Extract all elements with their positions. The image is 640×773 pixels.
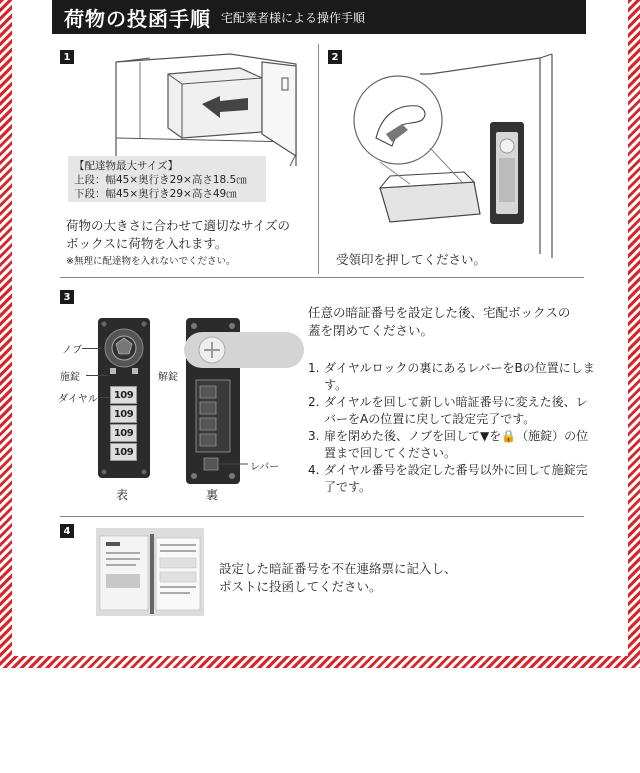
step3-badge: 3 [60,290,74,304]
step1-text-line2: ボックスに荷物を入れます。 [66,236,228,251]
instruction-number: 3. [308,429,320,443]
max-size-upper: 上段：幅45×奥行き29×高さ18.5㎝ [74,174,247,186]
step4-text-line2: ポストに投函してください。 [219,579,382,594]
step1-badge: 1 [60,50,74,64]
instruction-number: 4. [308,463,320,477]
dial-lock-back [186,318,306,484]
divider-1 [60,277,584,278]
caption-back: 裏 [206,488,219,502]
label-dial: ダイヤル [58,394,98,405]
dial-wheel-4: 109 [110,443,137,461]
label-unlock: 解錠 [158,372,178,383]
instruction-text: ダイヤル番号を設定した番号以外に回して施錠完了です。 [324,463,588,494]
leader-knob [82,348,102,349]
step2-badge: 2 [328,50,342,64]
stamp-illustration [340,54,580,264]
step4-text-line1: 設定した暗証番号を不在連絡票に記入し、 [219,561,457,576]
instruction-number: 1. [308,361,320,375]
dial-wheel-2: 109 [110,405,137,423]
step3-instructions [308,360,598,496]
instruction-number: 2. [308,395,320,409]
step1-text-line1: 荷物の大きさに合わせて適切なサイズの [66,218,291,233]
instruction-item [308,394,598,428]
step4-badge: 4 [60,524,74,538]
caption-front: 表 [116,488,129,502]
locker-illustration [110,48,300,168]
leader-lock [86,375,108,376]
instruction-item [308,360,598,394]
max-size-lower: 下段：幅45×奥行き29×高さ49㎝ [74,188,237,200]
label-knob: ノブ [62,345,82,356]
instruction-item [308,462,598,496]
instruction-text: ダイヤルを回して新しい暗証番号に変えた後、レバーをAの位置に戻して設定完了です。 [324,395,588,426]
step3-intro-line1: 任意の暗証番号を設定した後、宅配ボックスの [308,305,571,320]
page-subtitle: 宅配業者様による操作手順 [221,10,366,25]
step1-note: ※無理に配達物を入れないでください。 [66,256,236,267]
page-header [52,0,586,34]
dial-wheel-3: 109 [110,424,137,442]
leader-dial [100,397,110,398]
step2-text: 受領印を押してください。 [336,252,487,267]
divider-2 [60,516,584,517]
dial-wheel-1: 109 [110,386,137,404]
instruction-text: 扉を閉めた後、ノブを回して▼を🔒（施錠）の位置まで回してください。 [324,429,589,460]
label-lever: レバー [250,462,280,473]
divider-vertical [318,44,319,274]
instruction-text: ダイヤルロックの裏にあるレバーをBの位置にします。 [324,361,595,392]
max-size-box [68,156,266,202]
instruction-item [308,428,598,462]
page-title: 荷物の投函手順 [64,6,211,31]
label-lock: 施錠 [60,372,80,383]
notice-slip-photo [96,528,204,616]
max-size-heading: 【配達物最大サイズ】 [74,160,179,172]
step3-intro-line2: 蓋を閉めてください。 [308,323,434,338]
